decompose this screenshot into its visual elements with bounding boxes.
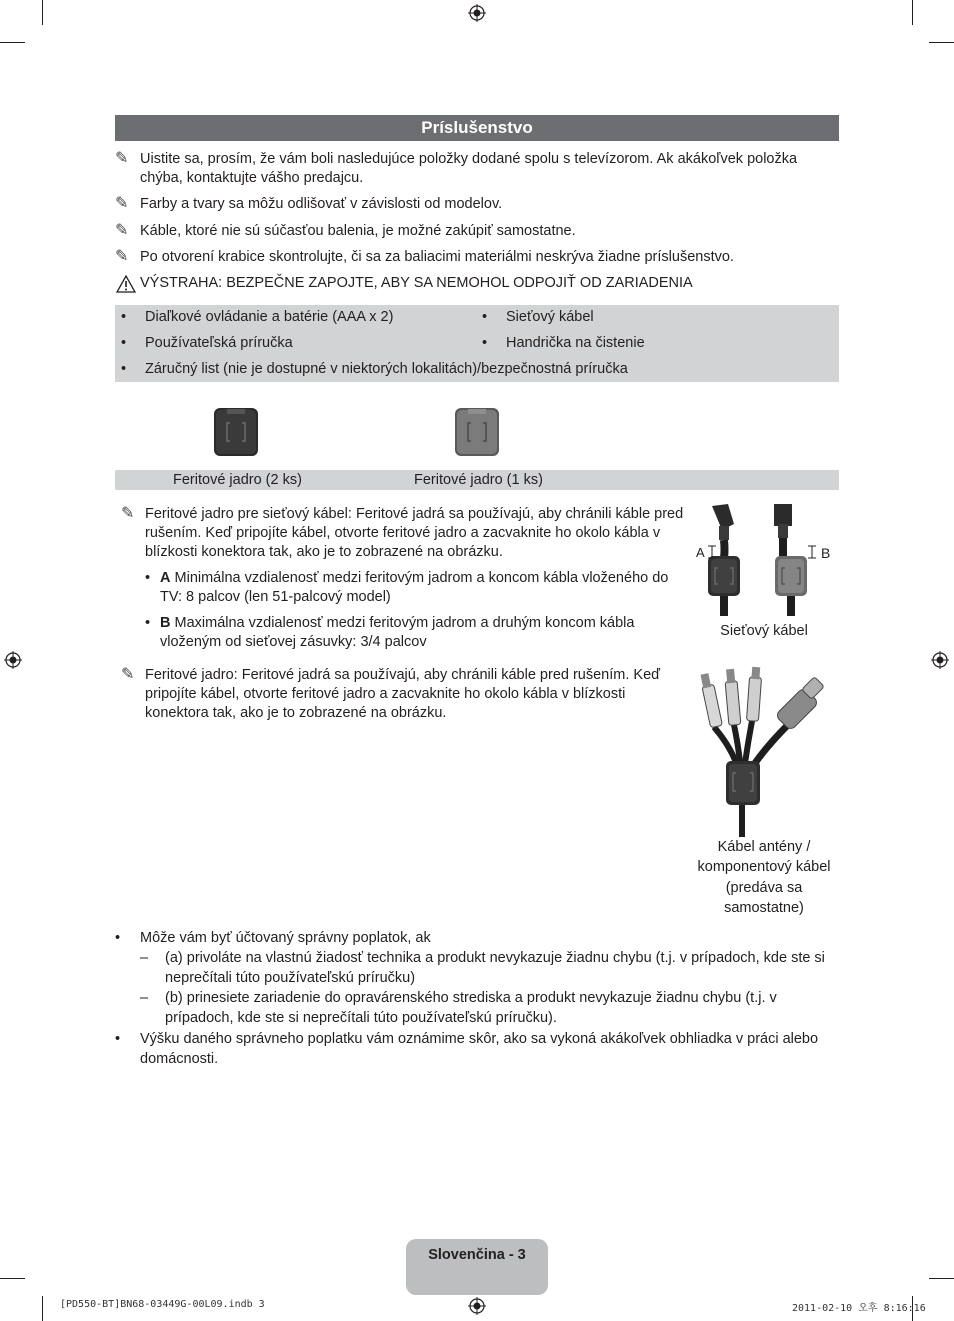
bullet: •	[115, 930, 121, 946]
label-b: B	[160, 615, 171, 631]
charges-intro: Môže vám byť účtovaný správny poplatok, ak	[140, 930, 431, 946]
crop-mark	[42, 1296, 43, 1321]
crop-mark	[0, 42, 25, 43]
note-pencil-icon: ✎	[121, 505, 135, 522]
warning-triangle-icon	[116, 275, 136, 293]
list-item	[115, 949, 835, 989]
antenna-cable-illustration	[694, 665, 834, 840]
ferrite-label: Feritové jadro (2 ks)	[173, 472, 302, 488]
warning-line	[115, 274, 835, 294]
registration-mark-icon	[468, 4, 486, 22]
note-text: Uistite sa, prosím, že vám boli nasledujúce položky dodané spolu s televízorom. Ak akákoľvek položka chýba, kontaktujte vášho predajcu.	[140, 151, 798, 186]
bullet: •	[115, 1031, 121, 1047]
note-item	[115, 150, 835, 188]
ferrite-general-note: Feritové jadro: Feritové jadrá sa používajú, aby chránili káble pred rušením. Keď pripojíte kábel, otvorte feritové jadro a zacvaknite ho okolo kábla v blízkosti konektora tak, ako je to zobrazené na obrázku.	[145, 667, 661, 721]
list-item	[115, 929, 835, 949]
section-title: Príslušenstvo	[115, 115, 839, 141]
charges-b: (b) prinesiete zariadenie do opravárenského strediska a produkt nevykazuje žiadnu chybu (t.j. v prípadoch, kde ste si neprečítali túto používateľskú príručku).	[165, 990, 777, 1026]
charges-last: Výšku daného správneho poplatku vám oznámime skôr, ako sa vykoná akákoľvek obhliadka v práci alebo domácnosti.	[140, 1031, 819, 1067]
ferrite-b-item	[145, 614, 685, 652]
bullet: •	[145, 615, 151, 631]
bullet: •	[121, 361, 127, 377]
note-item	[115, 222, 835, 241]
imprint-left: [PD550-BT]BN68-03449G-00L09.indb 3	[60, 1299, 265, 1310]
list-item	[115, 1030, 835, 1070]
charges-list	[115, 929, 835, 1070]
dash: –	[140, 990, 149, 1006]
charges-a: (a) privoláte na vlastnú žiadosť technika a produkt nevykazuje žiadnu chybu (t.j. v prípadoch, kde ste si neprečítali túto používateľskú príručku)	[165, 950, 825, 986]
imprint-right: 2011-02-10 오후 8:16:16	[792, 1303, 926, 1314]
list-item-text: Sieťový kábel	[506, 309, 594, 325]
list-item-text: Záručný list (nie je dostupné v niektorých lokalitách)/bezpečnostná príručka	[145, 361, 628, 377]
bullet: •	[121, 335, 127, 351]
list-item-text: Používateľská príručka	[145, 335, 293, 351]
ferrite-core-grey-image	[454, 407, 500, 457]
crop-mark	[929, 42, 954, 43]
bullet: •	[145, 570, 151, 586]
bullet: •	[482, 309, 488, 325]
note-text: Po otvorení krabice skontrolujte, či sa za baliacimi materiálmi neskrýva žiadne príslušenstvo.	[140, 249, 734, 265]
ferrite-power-note: Feritové jadro pre sieťový kábel: Feritové jadrá sa používajú, aby chránili káble pred rušením. Keď pripojíte kábel, otvorte feritové jadro a zacvaknite ho okolo kábla v blízkosti konektora tak, ako je to zobrazené na obrázku.	[145, 506, 684, 560]
note-text: Káble, ktoré nie sú súčasťou balenia, je možné zakúpiť samostatne.	[140, 223, 576, 239]
list-item-text: Handrička na čistenie	[506, 335, 645, 351]
crop-mark	[42, 0, 43, 25]
registration-mark-icon	[468, 1297, 486, 1315]
page-number-tab: Slovenčina - 3	[406, 1239, 548, 1295]
note-item	[115, 248, 835, 267]
note-text: Farby a tvary sa môžu odlišovať v závislosti od modelov.	[140, 196, 503, 212]
ferrite-b-text: Maximálna vzdialenosť medzi feritovým jadrom a druhým koncom kábla vloženým od sieťovej zásuvky: 3/4 palcov	[160, 615, 635, 650]
crop-mark	[0, 1278, 25, 1279]
ferrite-a-text: Minimálna vzdialenosť medzi feritovým jadrom a koncom kábla vloženého do TV: 8 palcov (len 51-palcový model)	[160, 570, 669, 605]
list-item-text: Diaľkové ovládanie a batérie (AAA x 2)	[145, 309, 394, 325]
power-cable-illustration	[694, 500, 834, 616]
crop-mark	[929, 1278, 954, 1279]
note-pencil-icon: ✎	[115, 195, 129, 212]
note-item	[115, 195, 835, 214]
dash: –	[140, 950, 149, 966]
bullet: •	[482, 335, 488, 351]
figure-label-a: A	[696, 545, 705, 560]
bullet: •	[121, 309, 127, 325]
ferrite-a-item	[145, 569, 685, 607]
figure-label-b: B	[821, 545, 831, 561]
label-a: A	[160, 570, 171, 586]
power-cable-caption: Sieťový kábel	[720, 623, 808, 639]
ferrite-label: Feritové jadro (1 ks)	[414, 472, 543, 488]
sold-separately-caption: (predáva sa samostatne)	[724, 880, 804, 916]
registration-mark-icon	[931, 651, 949, 669]
crop-mark	[912, 0, 913, 25]
antenna-cable-caption: Kábel antény / komponentový kábel	[697, 839, 831, 875]
warning-text: VÝSTRAHA: BEZPEČNE ZAPOJTE, ABY SA NEMOHOL ODPOJIŤ OD ZARIADENIA	[140, 275, 693, 291]
registration-mark-icon	[4, 651, 22, 669]
list-item	[115, 989, 835, 1030]
note-pencil-icon: ✎	[121, 666, 135, 683]
note-pencil-icon: ✎	[115, 150, 129, 167]
ferrite-core-dark-image	[213, 407, 259, 457]
note-pencil-icon: ✎	[115, 222, 129, 239]
note-pencil-icon: ✎	[115, 248, 129, 265]
